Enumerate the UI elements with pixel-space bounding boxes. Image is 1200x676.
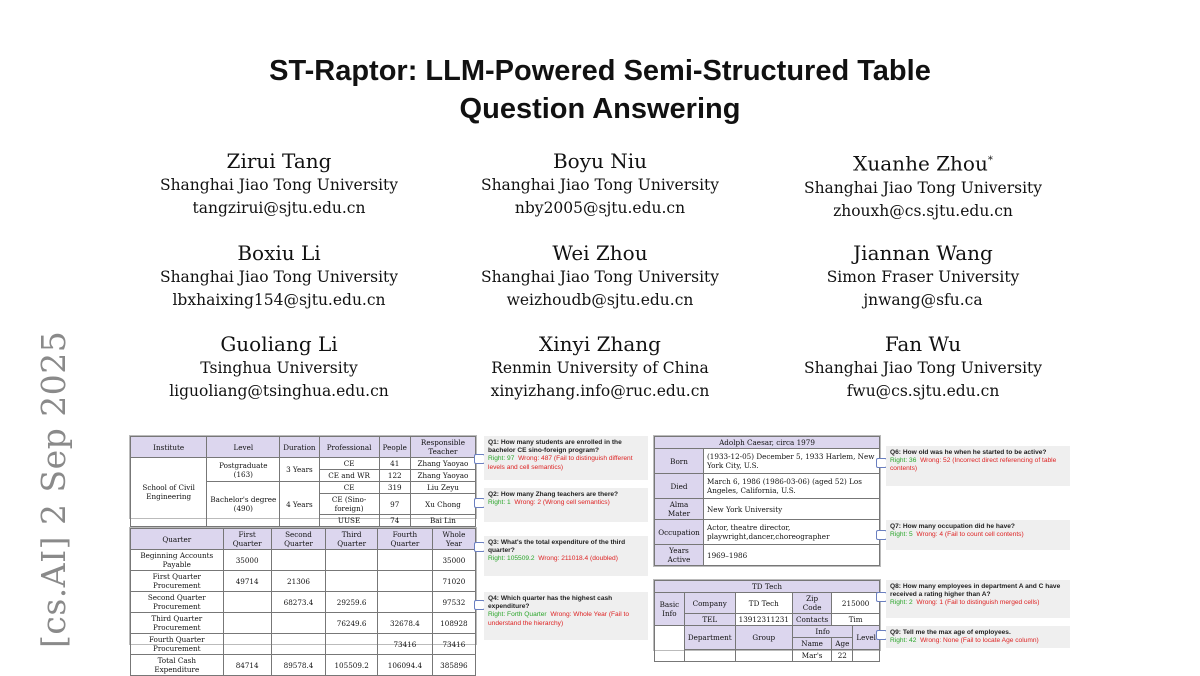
column-header: Professional (319, 437, 379, 458)
table-cell: Mar's (792, 650, 831, 662)
table-cell: Fourth Quarter Procurement (131, 634, 224, 655)
author-email[interactable]: zhouxh@cs.sjtu.edu.cn (833, 201, 1013, 220)
table-cell: 385896 (432, 655, 475, 676)
author-email[interactable]: lbxhaixing154@sjtu.edu.cn (172, 291, 386, 309)
table-company (654, 580, 880, 660)
right-answer: Right: 2 (890, 599, 913, 607)
row-header: Born (655, 449, 704, 474)
right-answer: Right: 42 (890, 637, 917, 645)
paper-title-line1: ST-Raptor: LLM-Powered Semi-Structured Table (269, 55, 931, 87)
table-cell: 49714 (223, 571, 271, 592)
column-header: Fourth Quarter (378, 529, 433, 550)
table-cell: New York University (704, 499, 880, 520)
table-row (131, 613, 476, 634)
table-cell: Beginning Accounts Payable (131, 550, 224, 571)
table-cell: Bai Lin (410, 515, 475, 527)
table-cell: 32678.4 (378, 613, 433, 634)
author-name: Jiannan Wang (853, 241, 993, 265)
row-header: Alma Mater (655, 499, 704, 520)
question-box (886, 446, 1070, 486)
author-affiliation: Renmin University of China (491, 359, 709, 377)
author-affiliation: Shanghai Jiao Tong University (803, 359, 1043, 377)
author-name: Guoliang Li (220, 332, 338, 356)
table-cell (326, 550, 378, 571)
author-name: Boyu Niu (552, 149, 648, 173)
question-text: Q8: How many employees in department A and C have received a rating higher than A? (890, 583, 1061, 599)
author-block (758, 331, 1088, 403)
question-box (484, 536, 648, 576)
table-cell: CE (319, 458, 379, 470)
table-cell (853, 650, 880, 662)
column-header: Level (207, 437, 280, 458)
table-cell: Department (684, 626, 735, 650)
table-cell: CE and WR (319, 470, 379, 482)
table-cell (271, 613, 326, 634)
question-text: Q9: Tell me the max age of employees. (890, 629, 1011, 636)
table-institute (130, 436, 476, 525)
table-row (131, 592, 476, 613)
paper-title (0, 52, 1200, 128)
author-affiliation: Shanghai Jiao Tong University (480, 176, 720, 194)
right-answer: Right: 36 (890, 457, 917, 465)
table-row (131, 550, 476, 571)
wrong-answer: Wrong: 4 (Fail to count cell contents) (916, 531, 1024, 539)
table-cell: Bachelor's degree (490) (207, 482, 280, 527)
corresponding-author-mark: * (987, 155, 993, 166)
table-cell: TEL (684, 614, 735, 626)
table-cell: 76249.6 (326, 613, 378, 634)
table-cell (378, 592, 433, 613)
table-cell (271, 550, 326, 571)
right-answer: Right: 105509.2 (488, 555, 535, 563)
table-cell: CE (Sino-foreign) (319, 494, 379, 515)
table-cell (223, 634, 271, 655)
author-block (114, 331, 444, 403)
table-row (131, 655, 476, 676)
table-cell: 97 (379, 494, 410, 515)
question-box (484, 436, 648, 480)
table-row (655, 449, 880, 474)
table-title: TD Tech (655, 581, 880, 593)
author-block (114, 148, 444, 220)
author-block (114, 240, 444, 312)
table-row (655, 499, 880, 520)
table-cell: 106094.4 (378, 655, 433, 676)
table-cell (684, 650, 735, 662)
arxiv-stamp: [cs.AI] 2 Sep 2025 (34, 330, 73, 648)
table-cell: Postgraduate (163) (207, 458, 280, 482)
table-cell (378, 571, 433, 592)
author-block (435, 148, 765, 220)
column-header: People (379, 437, 410, 458)
author-affiliation: Shanghai Jiao Tong University (159, 268, 399, 286)
table-cell (735, 650, 792, 662)
table-cell (223, 613, 271, 634)
table-cell: 41 (379, 458, 410, 470)
table-cell: Level (853, 626, 880, 650)
table-cell (271, 634, 326, 655)
column-header: First Quarter (223, 529, 271, 550)
table-cell (655, 626, 685, 662)
right-answer: Right: 5 (890, 531, 913, 539)
table-cell: 319 (379, 482, 410, 494)
paper-title-line2: Question Answering (459, 93, 741, 125)
table-quarter (130, 528, 476, 674)
table-row (655, 545, 880, 566)
table-cell: 35000 (223, 550, 271, 571)
row-header: Died (655, 474, 704, 499)
table-cell (378, 550, 433, 571)
question-box (886, 580, 1070, 618)
table-cell: Contacts (792, 614, 831, 626)
table-row (131, 571, 476, 592)
question-box (484, 488, 648, 522)
question-text: Q3: What's the total expenditure of the third quarter? (488, 539, 626, 555)
right-answer: Right: 1 (488, 499, 511, 507)
wrong-answer: Wrong: 2 (Wrong cell semantics) (514, 499, 610, 507)
table-cell: UUSE (319, 515, 379, 527)
table-cell: 108928 (432, 613, 475, 634)
author-name: Fan Wu (884, 332, 962, 356)
wrong-answer: Wrong: 1 (Fail to distinguish merged cells) (916, 599, 1040, 607)
author-block (435, 240, 765, 312)
table-cell: Liu Zeyu (410, 482, 475, 494)
table-row (655, 520, 880, 545)
table-cell: 22 (832, 650, 853, 662)
wrong-answer: Wrong: 52 (Incorrect direct referencing of table contents) (890, 457, 1057, 473)
column-header: Duration (280, 437, 319, 458)
table-cell: 68273.4 (271, 592, 326, 613)
question-box (484, 592, 648, 640)
table-cell: 73416 (378, 634, 433, 655)
table-cell: 122 (379, 470, 410, 482)
table-cell: Second Quarter Procurement (131, 592, 224, 613)
wrong-answer: Wrong: Whole Year (Fail to understand the hierarchy) (488, 611, 629, 627)
table-cell: Total Cash Expenditure (131, 655, 224, 676)
table-cell: 215000 (832, 593, 880, 614)
author-block (758, 148, 1088, 223)
question-box (886, 520, 1070, 550)
table-cell: 13912311231 (735, 614, 792, 626)
author-name: Zirui Tang (226, 149, 332, 173)
wrong-answer: Wrong: None (Fail to locate Age column) (920, 637, 1039, 645)
author-name: Xuanhe Zhou* (853, 151, 993, 176)
table-cell (326, 634, 378, 655)
table-cell: 89578.4 (271, 655, 326, 676)
table-cell: 4 Years (280, 482, 319, 527)
author-block (758, 240, 1088, 312)
author-email[interactable]: xinyizhang.info@ruc.edu.cn (490, 382, 710, 400)
author-email[interactable]: tangzirui@sjtu.edu.cn (192, 199, 366, 217)
author-email[interactable]: jnwang@sfu.ca (863, 291, 983, 309)
table-cell: CE (319, 482, 379, 494)
table-cell: Name (792, 638, 831, 650)
table-cell: Third Quarter Procurement (131, 613, 224, 634)
right-answer: Right: 97 (488, 455, 515, 463)
column-header: Whole Year (432, 529, 475, 550)
table-cell: Group (735, 626, 792, 650)
table-cell (326, 571, 378, 592)
table-cell: Zip Code (792, 593, 831, 614)
table-cell (223, 592, 271, 613)
author-name: Wei Zhou (552, 241, 648, 265)
table-cell: Zhang Yaoyao (410, 458, 475, 470)
table-cell: 1969–1986 (704, 545, 880, 566)
table-cell: TD Tech (735, 593, 792, 614)
column-header: Responsible Teacher (410, 437, 475, 458)
table-cell: 73416 (432, 634, 475, 655)
table-cell: 105509.2 (326, 655, 378, 676)
table-cell: Company (684, 593, 735, 614)
table-cell: Actor, theatre director, playwright,dancer,choreographer (704, 520, 880, 545)
column-header: Third Quarter (326, 529, 378, 550)
question-text: Q7: How many occupation did he have? (890, 523, 1015, 530)
table-cell: 74 (379, 515, 410, 527)
question-box (886, 626, 1070, 648)
right-answer: Right: Forth Quarter (488, 611, 547, 619)
author-affiliation: Shanghai Jiao Tong University (480, 268, 720, 286)
question-text: Q2: How many Zhang teachers are there? (488, 491, 619, 498)
table-cell: 21306 (271, 571, 326, 592)
table-cell: Age (832, 638, 853, 650)
table-cell: First Quarter Procurement (131, 571, 224, 592)
author-affiliation: Shanghai Jiao Tong University (803, 178, 1043, 197)
table-biography (654, 436, 880, 566)
table-cell: 97532 (432, 592, 475, 613)
row-header: Basic Info (655, 593, 685, 626)
table-cell: March 6, 1986 (1986-03-06) (aged 52) Los Angeles, California, U.S. (704, 474, 880, 499)
row-header: Years Active (655, 545, 704, 566)
author-email[interactable]: nby2005@sjtu.edu.cn (514, 199, 686, 217)
row-header: Occupation (655, 520, 704, 545)
author-affiliation: Shanghai Jiao Tong University (159, 176, 399, 194)
table-cell: 29259.6 (326, 592, 378, 613)
column-header: Institute (131, 437, 207, 458)
table-row (131, 634, 476, 655)
question-text: Q1: How many students are enrolled in the bachelor CE sino-foreign program? (488, 439, 622, 455)
table-row (655, 474, 880, 499)
table-cell: Zhang Yaoyao (410, 470, 475, 482)
author-email[interactable]: liguoliang@tsinghua.edu.cn (169, 382, 389, 400)
author-email[interactable]: weizhoudb@sjtu.edu.cn (506, 291, 694, 309)
table-cell: 84714 (223, 655, 271, 676)
author-name: Boxiu Li (237, 241, 321, 265)
table-cell: (1933-12-05) December 5, 1933 Harlem, New York City, U.S. (704, 449, 880, 474)
question-text: Q6: How old was he when he started to be active? (890, 449, 1047, 456)
author-block (435, 331, 765, 403)
author-affiliation: Tsinghua University (200, 359, 358, 377)
author-email[interactable]: fwu@cs.sjtu.edu.cn (846, 382, 1000, 400)
table-cell: Tim (832, 614, 880, 626)
table-cell: Xu Chong (410, 494, 475, 515)
author-affiliation: Simon Fraser University (826, 268, 1020, 286)
author-name: Xinyi Zhang (539, 332, 661, 356)
wrong-answer: Wrong: 487 (Fail to distinguish different levels and cell semantics) (488, 455, 633, 471)
column-header: Second Quarter (271, 529, 326, 550)
column-header: Quarter (131, 529, 224, 550)
table-cell: 71020 (432, 571, 475, 592)
table-title: Adolph Caesar, circa 1979 (655, 437, 880, 449)
table-cell: School of Civil Engineering (131, 458, 207, 527)
table-cell: 35000 (432, 550, 475, 571)
table-cell: 3 Years (280, 458, 319, 482)
question-text: Q4: Which quarter has the highest cash expenditure? (488, 595, 613, 611)
wrong-answer: Wrong: 211018.4 (doubled) (538, 555, 618, 563)
teaser-figure (130, 436, 1074, 674)
table-cell: Info (792, 626, 852, 638)
